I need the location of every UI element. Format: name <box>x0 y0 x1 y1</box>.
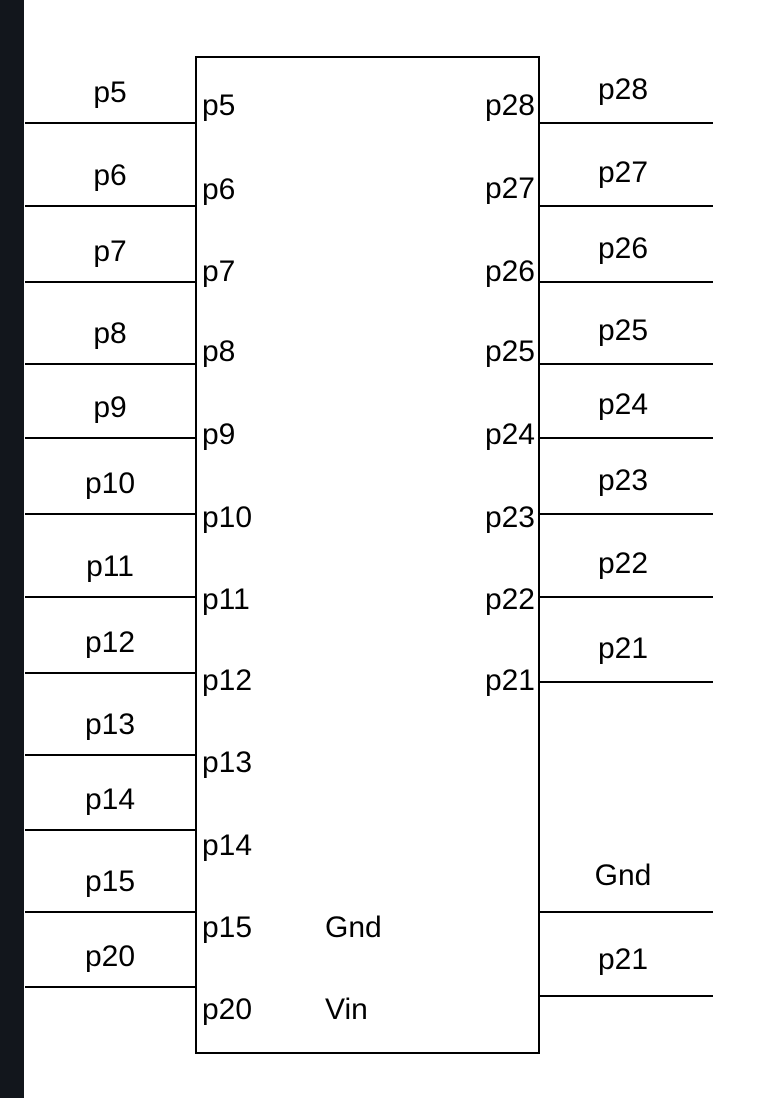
left-wire-label: p8 <box>93 317 127 350</box>
right-pin-inner-label: p27 <box>484 172 535 205</box>
left-wire-label: p13 <box>84 708 136 741</box>
left-pin-inner-label: p9 <box>202 418 236 451</box>
right-wire-label: p25 <box>597 314 649 347</box>
left-wire-label: p12 <box>84 626 136 659</box>
left-pin-inner-label: p7 <box>202 255 236 288</box>
right-pin-inner-label: p28 <box>484 89 535 122</box>
left-wire-label: p5 <box>93 76 127 109</box>
left-wire-label: p10 <box>84 467 136 500</box>
left-pin-inner-label: p20 <box>202 993 253 1026</box>
left-wire-label: p11 <box>86 550 134 583</box>
left-wire-label: p7 <box>93 235 127 268</box>
left-wire-label: p9 <box>93 391 127 424</box>
chip-body <box>196 57 539 1053</box>
left-pin-inner-label: p12 <box>202 664 253 697</box>
left-pin-inner-label: p10 <box>202 501 253 534</box>
right-pin-inner-label: p25 <box>484 335 535 368</box>
right-wire-label: p22 <box>597 547 649 580</box>
left-pin-inner-label: p11 <box>202 583 250 616</box>
right-wire-label: p27 <box>597 156 649 189</box>
left-pin-inner-label: p15 <box>202 911 253 944</box>
power-pin-inner-label: Vin <box>325 993 368 1026</box>
left-pin-inner-label: p6 <box>202 173 236 206</box>
power-wire-label: Gnd <box>594 859 652 892</box>
right-wire-label: p21 <box>597 632 649 665</box>
right-wire-label: p28 <box>597 73 649 106</box>
right-pin-inner-label: p22 <box>484 583 535 616</box>
power-wire-label: p21 <box>597 943 649 976</box>
right-wire-label: p26 <box>597 232 649 265</box>
left-pin-inner-label: p13 <box>202 746 253 779</box>
right-pin-inner-label: p21 <box>484 664 535 697</box>
power-pin-inner-label: Gnd <box>325 911 382 944</box>
left-pin-inner-label: p5 <box>202 89 236 122</box>
left-pin-inner-label: p8 <box>202 335 236 368</box>
right-wire-label: p23 <box>597 464 649 497</box>
right-pin-inner-label: p24 <box>484 418 535 451</box>
left-wire-label: p14 <box>84 783 136 816</box>
right-pin-inner-label: p23 <box>484 501 535 534</box>
left-wire-label: p15 <box>84 865 136 898</box>
left-wire-label: p20 <box>84 940 136 973</box>
left-pin-inner-label: p14 <box>202 829 253 862</box>
right-pin-inner-label: p26 <box>484 255 535 288</box>
left-wire-label: p6 <box>93 159 127 192</box>
right-wire-label: p24 <box>597 388 649 421</box>
